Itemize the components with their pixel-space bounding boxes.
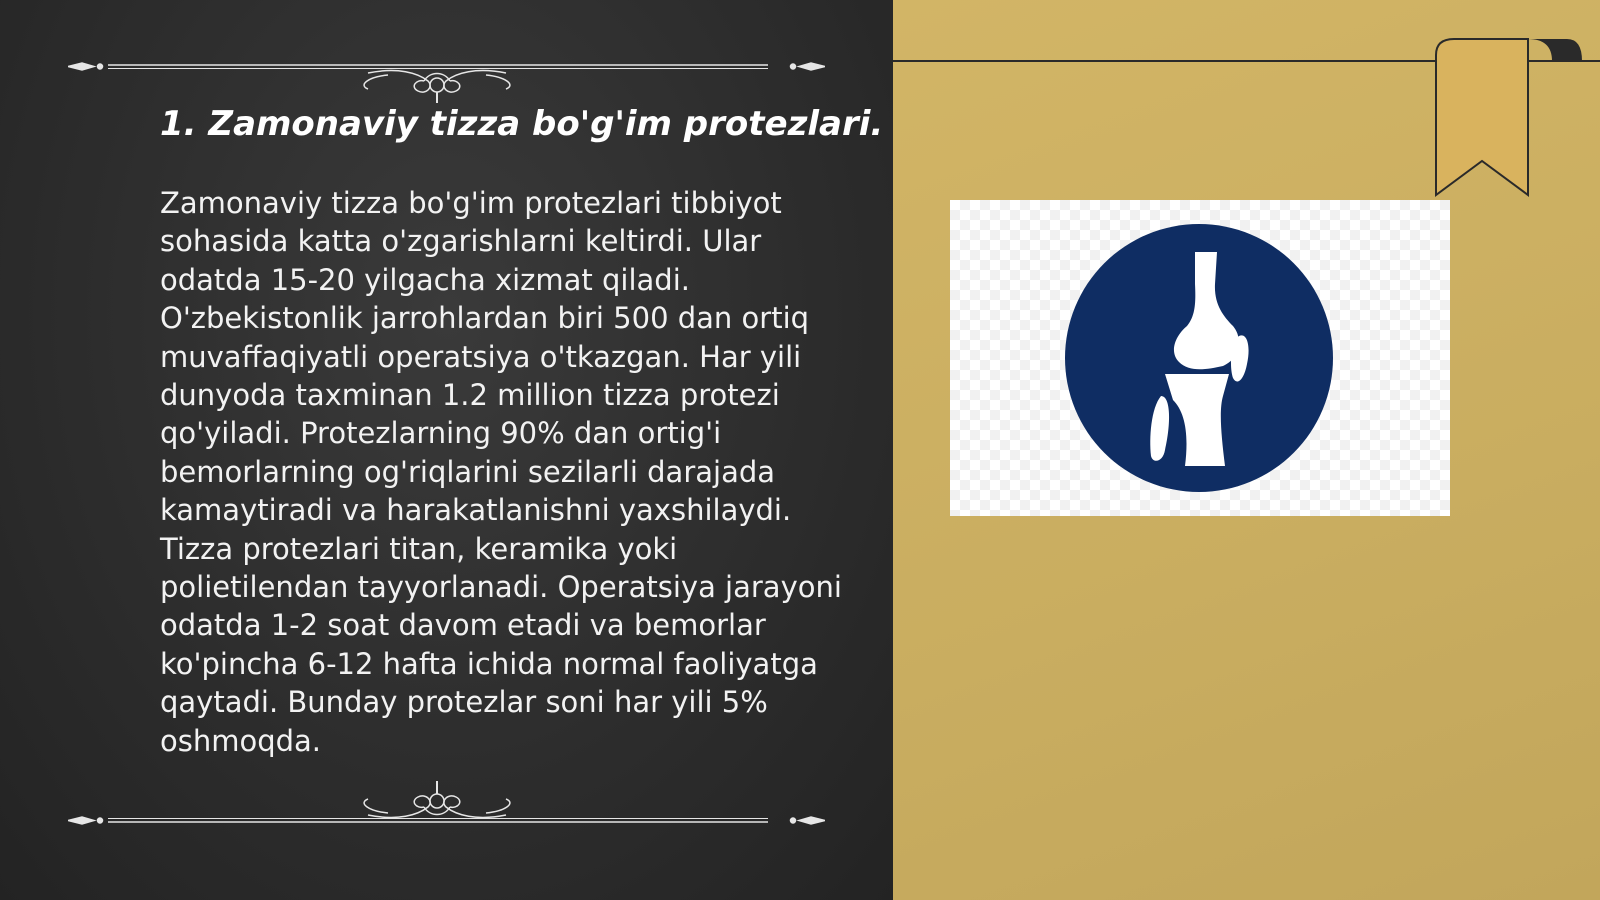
knee-joint-icon: [1065, 224, 1333, 492]
slide-title: 1. Zamonaviy tizza bo'g'im protezlari.: [160, 104, 884, 144]
ornament-top-divider: [68, 45, 825, 105]
slide-body-text: Zamonaviy tizza bo'g'im protezlari tibbiyot sohasida katta o'zgarishlarni keltirdi. Ular odatda 15-20 yilgacha xizmat qiladi. O'zbekistonlik jarrohlardan biri 500 dan ortiq muvaffaqiyatli operatsiya o'tkazgan. Har yili dunyoda taxminan 1.2 million tizza protezi qo'yiladi. Protezlarning 90% dan ortig'i bemorlarning og'riqlarini sezilarli darajada kamaytiradi va harakatlanishni yaxshilaydi. Tizza protezlari titan, keramika yoki polietilendan tayyorlanadi. Operatsiya jarayoni odatda 1-2 soat davom etadi va bemorlar ko'pincha 6-12 hafta ichida normal faoliyatga qaytadi. Bunday protezlar soni har yili 5% oshmoqda.: [160, 186, 842, 758]
bookmark-ribbon: [1432, 35, 1592, 200]
ornament-bottom-divider: [68, 775, 825, 835]
knee-image-card: [950, 200, 1450, 516]
